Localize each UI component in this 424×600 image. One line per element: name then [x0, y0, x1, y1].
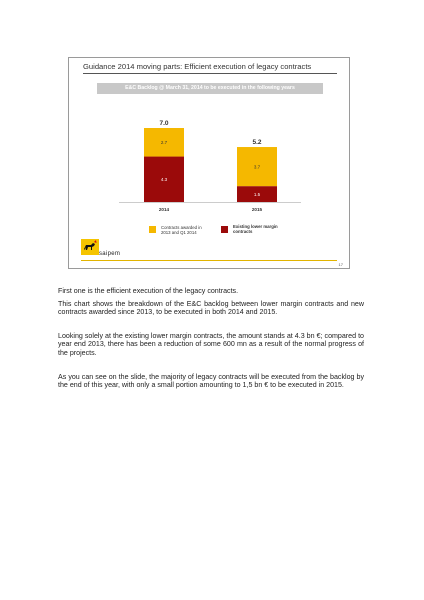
slide-title: Guidance 2014 moving parts: Efficient execution of legacy contracts: [83, 62, 312, 71]
six-legged-dog-icon: [81, 239, 99, 255]
total-label: 7.0: [159, 120, 169, 127]
slide: [68, 57, 350, 269]
paragraph-4: As you can see on the slide, the majority of legacy contracts will be executed from the backlog by the end of this year, with only a small portion amounting to 1,5 bn € to be executed in 2015.: [58, 373, 364, 390]
legend-swatch-new-contracts: [149, 226, 156, 233]
data-label: 4.3: [160, 177, 168, 183]
footer-divider: [81, 260, 337, 261]
paragraph-3: Looking solely at the existing lower margin contracts, the amount stands at 4.3 bn €; compared to year end 2013, there has been a reduction of some 600 mn as a result of the normal progress of the projects.: [58, 332, 364, 357]
data-label: 3.7: [253, 164, 261, 170]
saipem-logo: [81, 239, 99, 260]
paragraph-2: This chart shows the breakdown of the E&C backlog between lower margin contracts and new contracts awarded since 2013, to be executed in both 2014 and 2015.: [58, 300, 364, 317]
x-tick-label: 2014: [158, 207, 170, 212]
total-label: 5.2: [252, 139, 262, 147]
data-label: 2.7: [160, 140, 168, 146]
legend-label-legacy-contracts: Existing lower margin contracts: [233, 224, 278, 234]
page-number: 17: [338, 262, 343, 267]
backlog-chart: [69, 58, 351, 270]
x-tick-label: 2015: [251, 207, 263, 212]
legend-label-new-contracts: Contracts awarded in 2013 and Q1 2014: [161, 225, 202, 235]
data-label: 1.5: [253, 191, 261, 197]
logo-wordmark: saipem: [99, 251, 121, 257]
paragraph-1: First one is the efficient execution of the legacy contracts.: [58, 287, 239, 295]
chart-banner: E&C Backlog @ March 31, 2014 to be executed in the following years: [97, 83, 323, 94]
legend-swatch-legacy-contracts: [221, 226, 228, 233]
